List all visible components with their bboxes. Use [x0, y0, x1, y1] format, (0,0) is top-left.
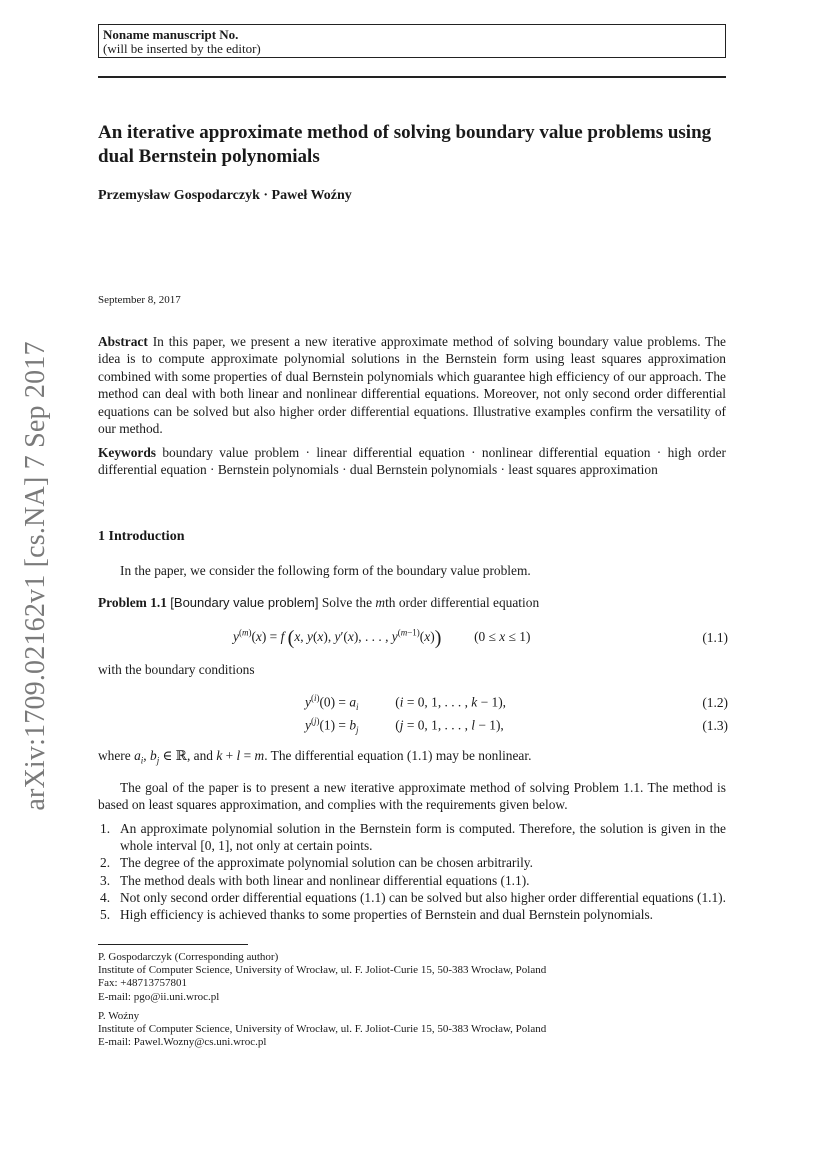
- list-text: The degree of the approximate polynomial solution can be chosen arbitrarily.: [120, 855, 533, 871]
- manuscript-label: Noname manuscript No.: [103, 27, 239, 42]
- footnote-rule: [98, 944, 248, 945]
- arxiv-sidebar: [6, 341, 66, 811]
- author-2-email: E-mail: Pawel.Wozny@cs.uni.wroc.pl: [98, 1036, 267, 1049]
- boundary-intro: with the boundary conditions: [98, 662, 255, 677]
- list-item: [98, 820, 726, 854]
- list-number: 3.: [100, 872, 111, 888]
- equation-1-2: $y^{(i)}(0) = a_i$ (i = 0, 1, . . . , k − 1),: [305, 693, 506, 713]
- equation-number-1-1: (1.1): [702, 630, 728, 645]
- list-number: 4.: [100, 889, 111, 905]
- keywords-label: Keywords: [98, 445, 157, 460]
- author-2-footnote: [98, 1010, 726, 1050]
- equation-number-1-3: (1.3): [702, 718, 728, 733]
- list-number: 2.: [100, 855, 111, 871]
- intro-paragraph: In the paper, we consider the following form of the boundary value problem.: [120, 563, 531, 578]
- list-text: Not only second order differential equations (1.1) can be solved but also higher order differential equations (1.1).: [120, 889, 726, 905]
- problem-statement: [98, 595, 539, 611]
- list-item: [98, 854, 726, 871]
- goal-paragraph: The goal of the paper is to present a new iterative approximate method of solving Problem 1.1. The method is based on least squares approximation, and complies with the requirements given below.: [98, 780, 726, 813]
- author-1-email: E-mail: pgo@ii.uni.wroc.pl: [98, 990, 220, 1003]
- author-2-name: P. Woźny: [98, 1010, 140, 1022]
- arxiv-identifier: arXiv:1709.02162v1 [cs.NA] 7 Sep 2017: [20, 341, 51, 811]
- author-2-institution: Institute of Computer Science, University of Wrocław, ul. F. Joliot-Curie 15, 50-383 Wrocław, Poland: [98, 1023, 547, 1036]
- paper-title: An iterative approximate method of solving boundary value problems using dual Bernstein polynomials: [98, 122, 712, 167]
- list-item: [98, 889, 726, 906]
- abstract: [98, 333, 726, 437]
- requirements-list: [98, 820, 726, 923]
- abstract-label: Abstract: [98, 334, 148, 349]
- problem-label: Problem 1.1: [98, 595, 167, 610]
- math-th: th: [385, 595, 396, 610]
- keywords-text: boundary value problem · linear differential equation · nonlinear differential equation · high order differential equation · Bernstein polynomials · dual Bernstein polynomials · least squares approximation: [98, 445, 726, 478]
- author-1-fax: Fax: +48713757801: [98, 977, 188, 990]
- equation-number-1-2: (1.2): [702, 695, 728, 710]
- problem-text-after: order differential equation: [398, 595, 540, 610]
- list-text: High efficiency is achieved thanks to some properties of Bernstein and dual Bernstein polynomials.: [120, 907, 654, 923]
- where-text: The differential equation (1.1) may be nonlinear.: [270, 748, 532, 763]
- paper-authors: Przemysław Gospodarczyk · Paweł Woźny: [98, 188, 352, 203]
- equation-1-3: $y^{(j)}(1) = b_j$ (j = 0, 1, . . . , l − 1),: [305, 716, 504, 736]
- problem-tag: [Boundary value problem]: [170, 595, 319, 610]
- keywords: [98, 444, 726, 479]
- where-clause: where $a_i$, $b_j$ ∈ ℝ, and k + l = m. The differential equation (1.1) may be nonlinear.: [98, 748, 532, 766]
- equation-1-1: $y^{(m)}(x) = f$ (x, y(x), y′(x), . . . , $y^{(m-1)}(x)$) (0 ≤ x ≤ 1): [233, 627, 531, 649]
- list-text: The method deals with both linear and nonlinear differential equations (1.1).: [120, 872, 530, 888]
- problem-text-before: Solve the: [321, 595, 373, 610]
- editor-note: (will be inserted by the editor): [103, 41, 261, 56]
- author-1-institution: Institute of Computer Science, University of Wrocław, ul. F. Joliot-Curie 15, 50-383 Wrocław, Poland: [98, 964, 547, 977]
- header-rule: [98, 76, 726, 78]
- math-m: m: [375, 595, 386, 610]
- abstract-text: In this paper, we present a new iterative approximate method of solving boundary value problems. The idea is to compute approximate polynomial solutions in the Bernstein form using least squares approximation combined with some properties of dual Bernstein polynomials which guarantee high efficiency of our approach. The method can deal with both linear and nonlinear differential equations. Moreover, not only second order differential equations can be solved but also higher order differential equations. Illustrative examples confirm the versatility of our method.: [98, 334, 726, 437]
- list-item: [98, 872, 726, 889]
- editor-header-box: [98, 24, 726, 58]
- paper-date: September 8, 2017: [98, 294, 181, 306]
- author-1-footnote: [98, 951, 726, 1004]
- list-item: [98, 906, 726, 923]
- list-number: 1.: [100, 821, 111, 836]
- list-number: 5.: [100, 907, 111, 923]
- section-heading: 1 Introduction: [98, 529, 185, 544]
- list-text: An approximate polynomial solution in the Bernstein form is computed. Therefore, the solution is given in the whole interval [0, 1], not only at certain points.: [120, 821, 726, 854]
- author-1-name: P. Gospodarczyk (Corresponding author): [98, 951, 279, 963]
